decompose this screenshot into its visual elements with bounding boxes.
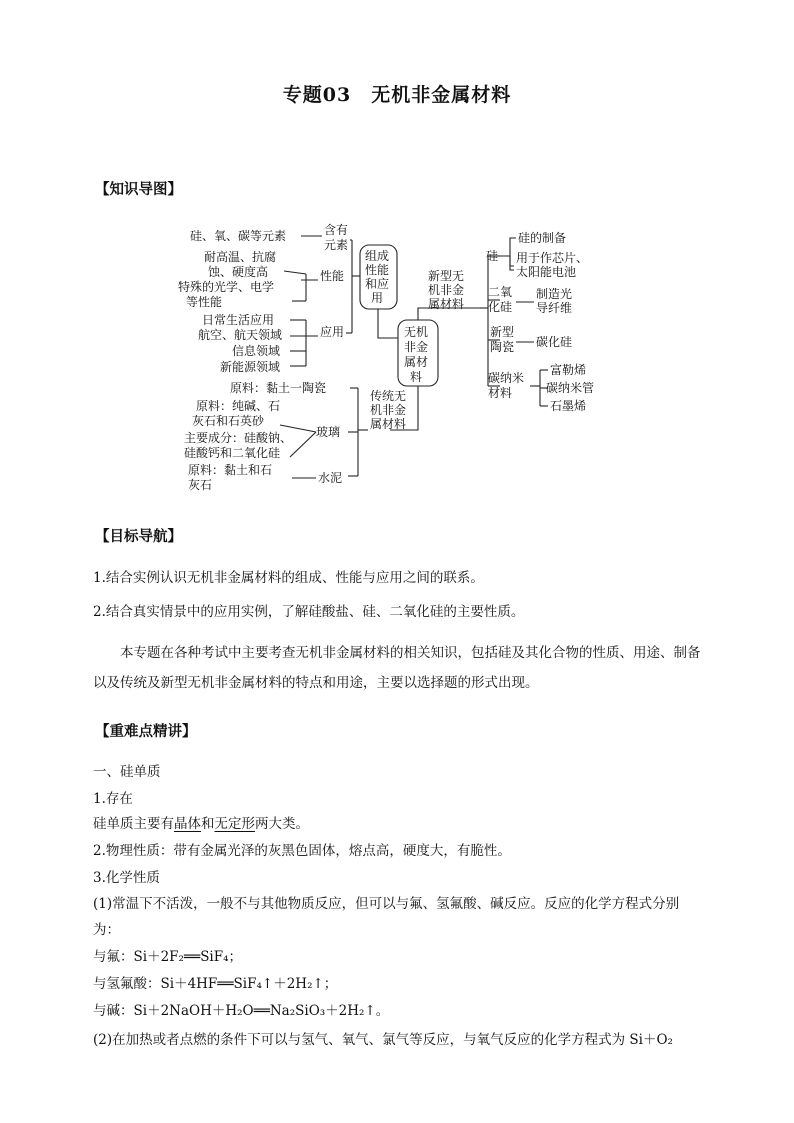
chem-para-2: (2)在加热或者点燃的条件下可以与氢气、氧气、氯气等反应，与氧气反应的化学方程式为 Si＋O₂ (93, 1032, 673, 1048)
mm-label: 应用 (320, 325, 345, 339)
mm-nano: 碳纳米 (488, 371, 525, 385)
mm-connector (290, 432, 316, 457)
mm-connector (284, 271, 306, 274)
mm-trad-item: 原料：黏土和石 (188, 463, 273, 477)
mm-ceramic-item: 碳化硅 (536, 335, 573, 349)
knowledge-mind-map (170, 220, 640, 495)
mm-box1-text: 和应 (365, 277, 390, 291)
mm-sio2-item: 制造光 (536, 287, 573, 301)
mm-item: 新能源领域 (220, 360, 281, 374)
mm-nano: 材料 (488, 386, 513, 400)
mm-si-item: 太阳能电池 (516, 265, 577, 279)
mm-trad-item: 灰石和石英砂 (192, 414, 265, 428)
mm-item: 蚀、硬度高 (208, 265, 269, 279)
section-key-points: 【重难点精讲】 (95, 723, 197, 740)
mm-ceramic: 陶瓷 (490, 340, 515, 354)
page-title: 专题03 无机非金属材料 (282, 84, 512, 106)
mm-item: 等性能 (186, 295, 223, 309)
mm-label: 元素 (324, 238, 349, 252)
mm-trad-item: 主要成分：硅酸钠、 (184, 431, 293, 445)
heading-silicon: 一、硅单质 (93, 764, 161, 780)
mm-trad-label: 机非金 (370, 403, 407, 417)
mm-connector (510, 256, 514, 270)
mm-trad-item: 硅酸钙和二氧化硅 (184, 446, 281, 460)
eq-label: 与碱： (93, 1003, 134, 1019)
text-span: 两大类。 (255, 816, 309, 832)
mm-sio2: 二氧 (488, 285, 513, 299)
sub-existence: 1.存在 (93, 791, 133, 807)
mm-label: 含有 (324, 223, 349, 237)
chem-para-1b: 为： (93, 922, 120, 938)
mm-nano-item: 碳纳米管 (546, 381, 595, 395)
mm-item: 硅、氧、碳等元素 (190, 229, 287, 243)
underlined-term: 晶体 (174, 816, 201, 832)
mm-center-text: 属材 (404, 355, 429, 369)
mm-label: 性能 (320, 269, 345, 283)
mm-ceramic: 新型 (490, 325, 515, 339)
mm-item: 信息领域 (232, 344, 281, 358)
eq-label: 与氢氟酸： (93, 976, 161, 992)
mm-trad-item: 原料：纯碱、石 (196, 399, 281, 413)
equation-hf (93, 972, 337, 992)
mm-trad-item: 玻璃 (316, 425, 341, 439)
mm-trad-item: 水泥 (318, 471, 343, 485)
text-span: 硅单质主要有 (93, 816, 174, 832)
mm-box1-text: 组成 (365, 249, 390, 263)
mm-si: 硅 (486, 249, 499, 263)
text-span: 和 (201, 816, 215, 832)
mm-si-item: 硅的制备 (518, 231, 567, 245)
mm-item: 航空、航天领域 (198, 328, 283, 342)
mm-connector (510, 256, 514, 266)
mm-new-label: 机非金 (428, 283, 465, 297)
mm-item: 日常生活应用 (202, 313, 275, 327)
sub-chemical: 3.化学性质 (93, 870, 160, 886)
chem-para-1: (1)常温下不活泼，一般不与其他物质反应，但可以与氟、氢氟酸、碱反应。反应的化学方程式分别 (93, 896, 680, 912)
equation-base (93, 999, 389, 1019)
mm-center-text: 料 (410, 370, 423, 384)
mm-item: 特殊的光学、电学 (178, 280, 275, 294)
objective-1: 1.结合实例认识无机非金属材料的组成、性能与应用之间的联系。 (93, 570, 484, 586)
mm-box1-text: 性能 (365, 263, 390, 277)
existence-text (93, 812, 309, 832)
eq-formula: Si＋4HF══SiF₄↑＋2H₂↑； (160, 976, 338, 992)
eq-formula: Si＋2F₂══SiF₄； (133, 949, 243, 965)
mm-connector (378, 309, 398, 338)
mm-si-item: 用于作芯片、 (516, 251, 589, 265)
mm-box1-text: 用 (371, 291, 384, 305)
mm-new-label: 新型无 (428, 269, 465, 283)
mm-sio2-item: 导纤维 (536, 301, 573, 315)
mm-new-label: 属材料 (428, 297, 465, 311)
mm-center-text: 非金 (404, 340, 429, 354)
mm-connector (500, 238, 516, 256)
mm-trad-item: 原料：黏土一陶瓷 (230, 381, 327, 395)
mm-sio2: 化硅 (488, 300, 513, 314)
mm-nano-item: 石墨烯 (550, 399, 587, 413)
underlined-term: 无定形 (214, 816, 255, 832)
section-knowledge-map: 【知识导图】 (95, 181, 182, 198)
mm-item: 耐高温、抗腐 (204, 250, 277, 264)
mm-trad-label: 属材料 (370, 417, 407, 431)
physical-properties: 2.物理性质：带有金属光泽的灰黑色固体，熔点高，硬度大，有脆性。 (93, 843, 511, 859)
mm-center-text: 无机 (404, 325, 429, 339)
mm-trad-item: 灰石 (188, 478, 213, 492)
eq-label: 与氟： (93, 949, 134, 965)
mm-nano-item: 富勒烯 (550, 363, 587, 377)
mm-trad-label: 传统无 (370, 389, 407, 403)
section-objectives: 【目标导航】 (95, 528, 182, 545)
objective-2: 2.结合真实情景中的应用实例，了解硅酸盐、硅、二氧化硅的主要性质。 (93, 604, 525, 620)
intro-paragraph: 本专题在各种考试中主要考查无机非金属材料的相关知识，包括硅及其化合物的性质、用途、制备以及传统及新型无机非金属材料的特点和用途，主要以选择题的形式出现。 (93, 645, 701, 691)
eq-formula: Si＋2NaOH＋H₂O══Na₂SiO₃＋2H₂↑。 (133, 1003, 390, 1019)
equation-fluorine (93, 945, 242, 965)
